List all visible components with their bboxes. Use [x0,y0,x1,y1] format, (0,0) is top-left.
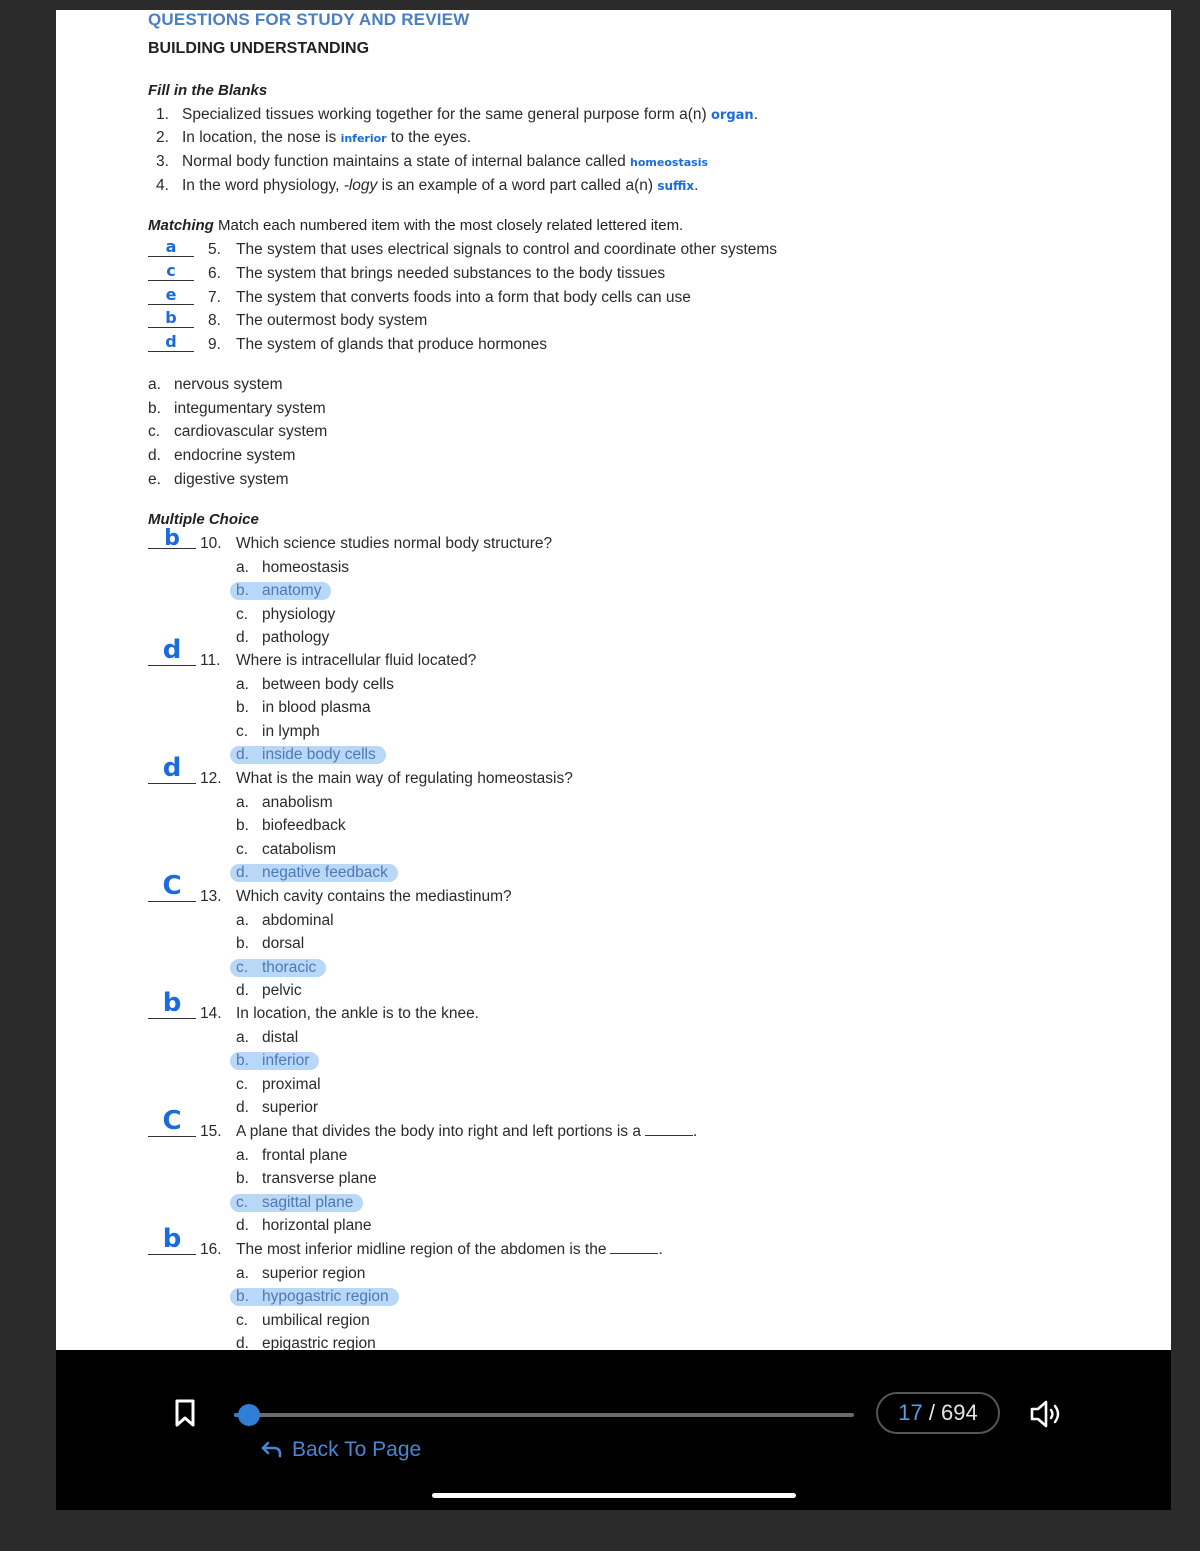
document-page [56,10,1171,1350]
mc-option: d. superior [236,1099,318,1116]
matching-item: 5. The system that uses electrical signals to control and coordinate other systems [208,241,778,258]
total-pages: 694 [941,1400,978,1425]
mc-heading: Multiple Choice [148,511,259,528]
mc-answer-blank [148,753,196,784]
handwritten-answer: suffix [657,179,695,193]
mc-option: c. physiology [236,605,336,623]
mc-option: d. pelvic [236,982,302,999]
mc-answer-blank [148,1106,196,1137]
fill-heading: Fill in the Blanks [148,82,268,99]
handwritten-answer: b [165,308,177,327]
fill-item-3: 3. Normal body function maintains a state of internal balance called homeostasis [156,153,709,170]
mc-option: c. in lymph [236,722,320,740]
mc-answer-blank [148,871,196,902]
matching-heading: Matching Match each numbered item with the most closely related lettered item. [148,217,684,234]
section-subtitle: BUILDING UNDERSTANDING [148,40,370,57]
handwritten-answer: b [162,988,182,1018]
question-blank-line [610,1242,658,1254]
mc-answer-blank [148,635,196,666]
matching-item: 8. The outermost body system [208,312,428,329]
question-blank-line [645,1124,693,1136]
current-page: 17 [898,1400,923,1425]
back-to-page-label: Back To Page [292,1438,422,1461]
handwritten-answer: C [162,1106,182,1136]
matching-item: 9. The system of glands that produce hormones [208,336,548,353]
page-counter[interactable] [876,1392,1000,1434]
home-indicator [432,1493,796,1498]
mc-option: d. pathology [236,629,330,646]
mc-answer-blank [148,526,196,551]
mc-option: b. in blood plasma [236,699,371,716]
mc-option-highlighted: b. inferior [230,1052,319,1070]
mc-question: 16. The most inferior midline region of the abdomen is the . [200,1241,663,1258]
mc-option-highlighted: b. anatomy [230,582,331,600]
handwritten-answer: inferior [340,132,387,145]
mc-option: a. abdominal [236,911,334,929]
handwritten-answer: b [162,1224,182,1254]
mc-answer-blank [148,1224,196,1255]
mc-option: d. epigastric region [236,1335,376,1350]
matching-option-a: a. nervous system [148,376,283,393]
mc-option: a. distal [236,1028,299,1046]
handwritten-answer: a [165,237,177,256]
mc-option: c. catabolism [236,840,337,858]
matching-item: 6. The system that brings needed substances to the body tissues [208,265,666,282]
mc-option: a. frontal plane [236,1146,348,1164]
mc-answer-blank [148,988,196,1019]
fill-item-1: 1. Specialized tissues working together for the same general purpose form a(n) organ. [156,106,758,123]
mc-option: b. transverse plane [236,1170,377,1187]
handwritten-answer: homeostasis [630,156,709,169]
matching-option-b: b. integumentary system [148,400,326,417]
handwritten-answer: d [162,753,182,783]
matching-answer-blank [148,263,194,281]
matching-answer-blank [148,334,194,352]
mc-option: a. homeostasis [236,558,350,576]
matching-answer-blank [148,239,194,257]
matching-answer-blank [148,310,194,328]
page-slider-thumb[interactable] [238,1404,260,1426]
page-separator: / [922,1400,942,1425]
page-slider[interactable] [234,1413,854,1417]
mc-option: c. umbilical region [236,1311,370,1329]
mc-option: d. horizontal plane [236,1217,372,1234]
mc-option: b. dorsal [236,935,305,952]
handwritten-answer: d [162,635,182,665]
matching-option-d: d. endocrine system [148,447,296,464]
fill-item-2: 2. In location, the nose is inferior to the eyes. [156,129,472,146]
section-title: QUESTIONS FOR STUDY AND REVIEW [148,10,470,29]
handwritten-answer: c [166,261,176,280]
mc-option-highlighted: d. inside body cells [230,746,386,764]
mc-option: a. between body cells [236,675,394,693]
handwritten-answer: b [164,526,180,551]
mc-option-highlighted: d. negative feedback [230,864,398,882]
matching-answer-blank [148,287,194,305]
mc-option-highlighted: b. hypogastric region [230,1288,399,1306]
mc-option: a. superior region [236,1264,366,1282]
mc-option-highlighted: c. sagittal plane [230,1194,363,1212]
speaker-icon[interactable] [1028,1398,1064,1430]
mc-option: b. biofeedback [236,817,346,834]
fill-item-4: 4. In the word physiology, -logy is an example of a word part called a(n) suffix. [156,177,699,194]
back-to-page-button[interactable] [260,1438,421,1462]
mc-option: c. proximal [236,1075,321,1093]
matching-option-c: c. cardiovascular system [148,423,328,440]
mc-option: a. anabolism [236,793,333,811]
handwritten-answer: C [162,871,182,901]
mc-question: 14. In location, the ankle is to the knee. [200,1005,479,1022]
reader-toolbar [56,1350,1171,1510]
mc-question: 13. Which cavity contains the mediastinum? [200,888,512,905]
mc-question: 10. Which science studies normal body structure? [200,535,553,552]
mc-option-highlighted: c. thoracic [230,959,326,977]
handwritten-answer: d [165,332,177,351]
handwritten-answer: organ [711,108,754,123]
mc-question: 15. A plane that divides the body into right and left portions is a . [200,1123,698,1140]
matching-item: 7. The system that converts foods into a form that body cells can use [208,289,691,306]
matching-option-e: e. digestive system [148,471,289,488]
mc-question: 11. Where is intracellular fluid located? [200,652,477,669]
handwritten-answer: e [165,285,177,304]
bookmark-icon[interactable] [174,1398,196,1428]
mc-question: 12. What is the main way of regulating homeostasis? [200,770,573,787]
undo-arrow-icon [260,1439,284,1459]
